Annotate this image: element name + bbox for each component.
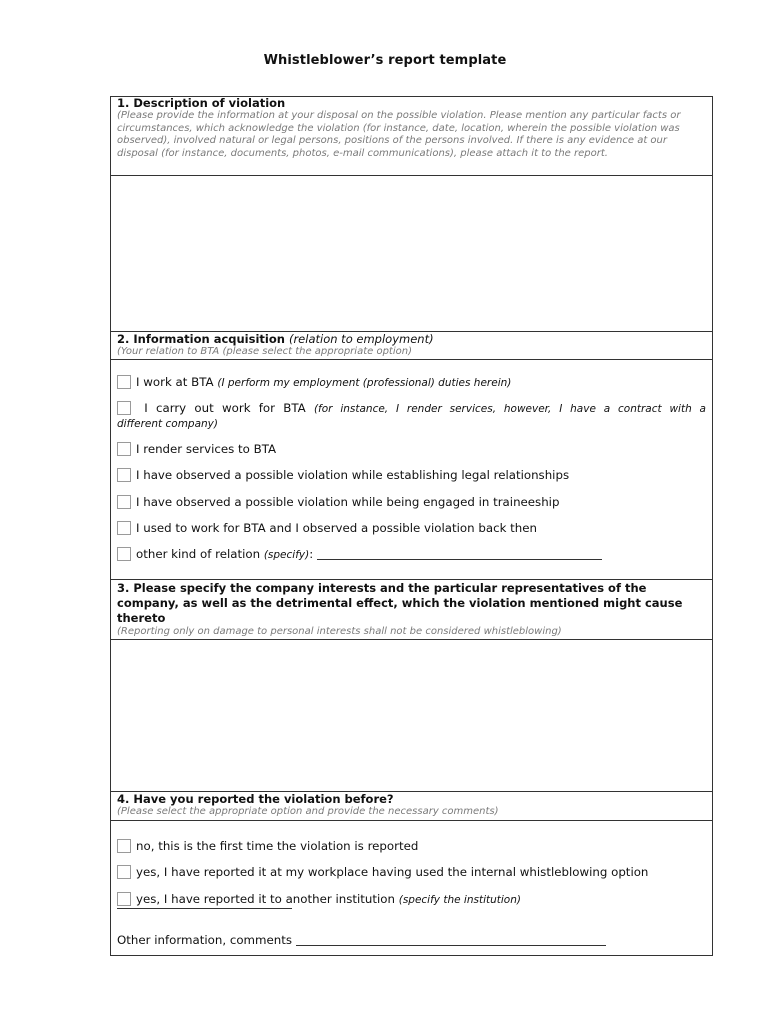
option-label: I used to work for BTA and I observed a possible violation back then <box>136 521 538 535</box>
option-detail-continued: different company) <box>117 418 218 430</box>
section-4-title: 4. Have you reported the violation before? <box>117 792 394 806</box>
other-information-row <box>117 933 606 948</box>
specify-relation-field[interactable] <box>317 548 602 560</box>
option-label: I render services to BTA <box>136 442 277 456</box>
checkbox[interactable] <box>117 468 131 482</box>
checkbox[interactable] <box>117 547 131 561</box>
checkbox[interactable] <box>117 375 131 389</box>
section-3-title: 3. Please specify the company interests and the particular representatives of the company, as well as the detrimental effect, which the violation mentioned might cause thereto <box>117 581 683 625</box>
section-3-header <box>111 581 712 639</box>
checkbox[interactable] <box>117 839 131 853</box>
option-label: I have observed a possible violation while establishing legal relationships <box>136 468 570 482</box>
option-other-relation[interactable] <box>117 547 602 563</box>
option-label: yes, I have reported it at my workplace having used the internal whistleblowing option <box>136 865 649 879</box>
section-2-header <box>111 333 712 359</box>
section-1-note: (Please provide the information at your disposal on the possible violation. Please mention any particular facts or circumstances, which acknowledge the violation (for instance, date, location, wherein the possible violation was observed), involved natural or legal persons, positions of the persons involved. If there is any evidence at our disposal (for instance, documents, photos, e-mail communications), please attach it to the report. <box>117 110 681 159</box>
violation-description-field[interactable] <box>111 176 712 331</box>
option-traineeship[interactable] <box>117 495 559 510</box>
other-information-label: Other information, comments <box>117 933 296 947</box>
option-label: no, this is the first time the violation is reported <box>136 839 419 853</box>
option-suffix: : <box>309 547 317 561</box>
report-form <box>110 96 713 956</box>
divider <box>111 359 712 360</box>
section-2-title-text: 2. Information acquisition <box>117 332 285 346</box>
institution-field[interactable] <box>117 908 292 909</box>
company-interests-field[interactable] <box>111 640 712 791</box>
option-first-time[interactable] <box>117 839 418 854</box>
option-detail: (for instance, I render services, however, I have a contract with a <box>313 403 706 415</box>
option-detail: (specify the institution) <box>398 894 521 906</box>
option-label: yes, I have reported it to another institution <box>136 892 399 906</box>
other-information-field[interactable] <box>296 934 606 946</box>
section-2-title <box>117 333 706 346</box>
section-2-title-suffix: (relation to employment) <box>288 332 434 346</box>
section-4-header <box>111 793 712 819</box>
checkbox[interactable] <box>117 865 131 879</box>
checkbox[interactable] <box>117 495 131 509</box>
section-4-note: (Please select the appropriate option and provide the necessary comments) <box>117 806 499 817</box>
option-render-services[interactable] <box>117 442 276 457</box>
option-label: I carry out work for BTA <box>136 401 314 415</box>
option-label: I have observed a possible violation while being engaged in traineeship <box>136 495 560 509</box>
section-1-header <box>111 97 712 160</box>
option-carry-out-work[interactable] <box>117 401 706 431</box>
document-title: Whistleblower’s report template <box>263 53 507 68</box>
option-work-at-bta[interactable] <box>117 375 511 391</box>
checkbox[interactable] <box>117 521 131 535</box>
option-detail: (I perform my employment (professional) duties herein) <box>217 377 512 389</box>
option-legal-relationships[interactable] <box>117 468 569 483</box>
divider <box>111 579 712 580</box>
option-label: I work at BTA <box>136 375 218 389</box>
section-3-note: (Reporting only on damage to personal interests shall not be considered whistleblowing) <box>117 626 562 637</box>
section-1-title: 1. Description of violation <box>117 96 286 110</box>
section-2-note: (Your relation to BTA (please select the appropriate option) <box>117 346 412 357</box>
checkbox[interactable] <box>117 892 131 906</box>
checkbox[interactable] <box>117 442 131 456</box>
option-reported-institution[interactable] <box>117 892 521 908</box>
checkbox[interactable] <box>117 401 131 415</box>
option-used-to-work[interactable] <box>117 521 537 536</box>
option-label: other kind of relation <box>136 547 264 561</box>
option-detail: (specify) <box>263 549 310 561</box>
option-reported-workplace[interactable] <box>117 865 648 880</box>
divider <box>111 820 712 821</box>
